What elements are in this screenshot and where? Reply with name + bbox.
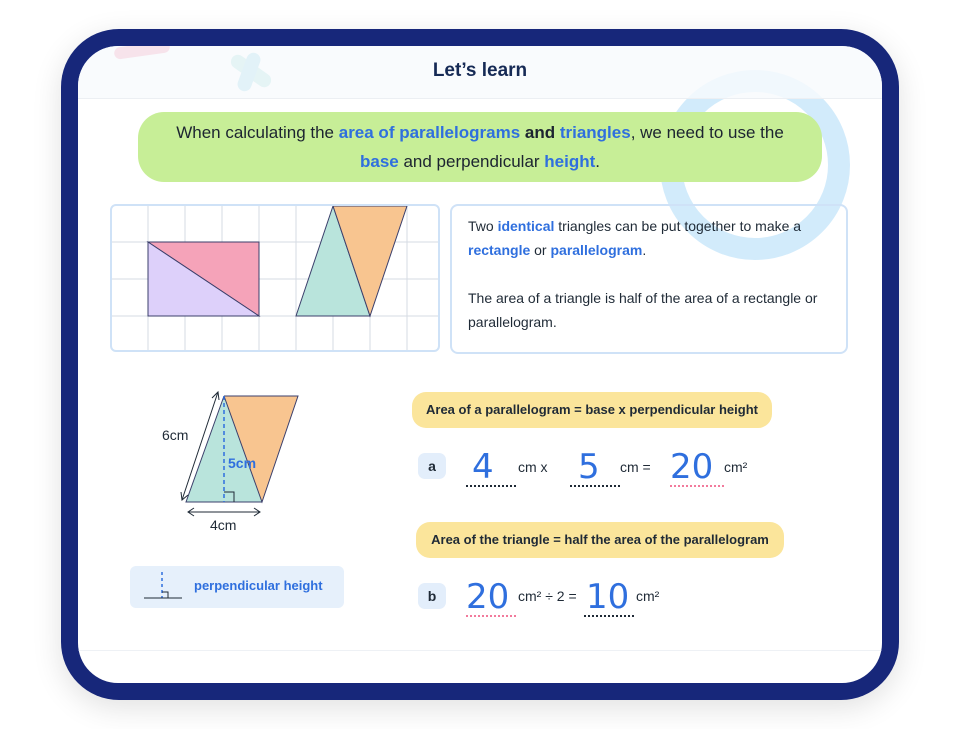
answer-base-value: 4 — [472, 447, 494, 487]
banner-text: , we need to use the — [630, 123, 784, 142]
lesson-screen — [78, 46, 882, 683]
question-a-tag: a — [418, 453, 446, 479]
unit-cm-squared: cm² — [724, 459, 748, 475]
banner-highlight: area of parallelograms — [338, 123, 521, 142]
parallelogram-diagram — [150, 378, 350, 538]
answer-triangle-area-value: 10 — [586, 577, 630, 617]
answer-area-value: 20 — [670, 447, 714, 487]
footer-divider — [78, 650, 882, 651]
key-idea-banner — [138, 112, 822, 182]
unit-cm-equals: cm = — [620, 459, 651, 475]
legend-perpendicular-height — [130, 566, 344, 608]
answer-area-field[interactable] — [668, 442, 728, 492]
banner-text: When calculating the — [176, 123, 339, 142]
info-highlight: rectangle — [468, 242, 531, 258]
banner-highlight: base — [359, 152, 399, 171]
answer-height-value: 5 — [578, 447, 600, 487]
base-length-label: 4cm — [210, 517, 237, 533]
page-title: Let’s learn — [432, 60, 528, 81]
banner-highlight: height — [544, 152, 596, 171]
info-text: . — [642, 242, 647, 258]
right-angle-height-icon — [142, 570, 184, 604]
side-length-label: 6cm — [162, 427, 189, 443]
banner-text: . — [595, 152, 601, 171]
triangle-rule: Area of the triangle = half the area of the parallelogram — [416, 522, 784, 558]
answer-triangle-area-field[interactable] — [582, 572, 638, 622]
unit-cm-times: cm x — [518, 459, 548, 475]
banner-text: and perpendicular — [398, 152, 545, 171]
legend-label: perpendicular height — [194, 578, 323, 593]
question-b-tag: b — [418, 583, 446, 609]
info-paragraph-1 — [468, 214, 830, 262]
answer-parallelogram-area-value: 20 — [466, 577, 510, 617]
info-text: or — [530, 242, 551, 258]
parallelogram-svg — [150, 378, 350, 538]
shapes-grid — [110, 204, 440, 352]
answer-parallelogram-area-field[interactable] — [464, 572, 520, 622]
parallelogram-rule: Area of a parallelogram = base x perpendicular height — [412, 392, 772, 428]
shapes-grid-svg — [112, 206, 440, 352]
info-highlight: identical — [497, 218, 555, 234]
banner-text-bold: and — [520, 123, 560, 142]
divide-by-two-text: cm² ÷ 2 = — [518, 588, 577, 604]
unit-cm-squared-b: cm² — [636, 588, 660, 604]
info-highlight: parallelogram — [550, 242, 643, 258]
info-text: triangles can be put together to make a — [554, 218, 802, 234]
answer-base-field[interactable] — [464, 442, 520, 492]
answer-height-field[interactable] — [568, 442, 624, 492]
info-paragraph-2: The area of a triangle is half of the area of a rectangle or parallelogram. — [468, 290, 818, 330]
height-label: 5cm — [228, 455, 257, 471]
info-text: Two — [468, 218, 498, 234]
banner-highlight: triangles — [559, 123, 631, 142]
info-card — [450, 204, 848, 354]
